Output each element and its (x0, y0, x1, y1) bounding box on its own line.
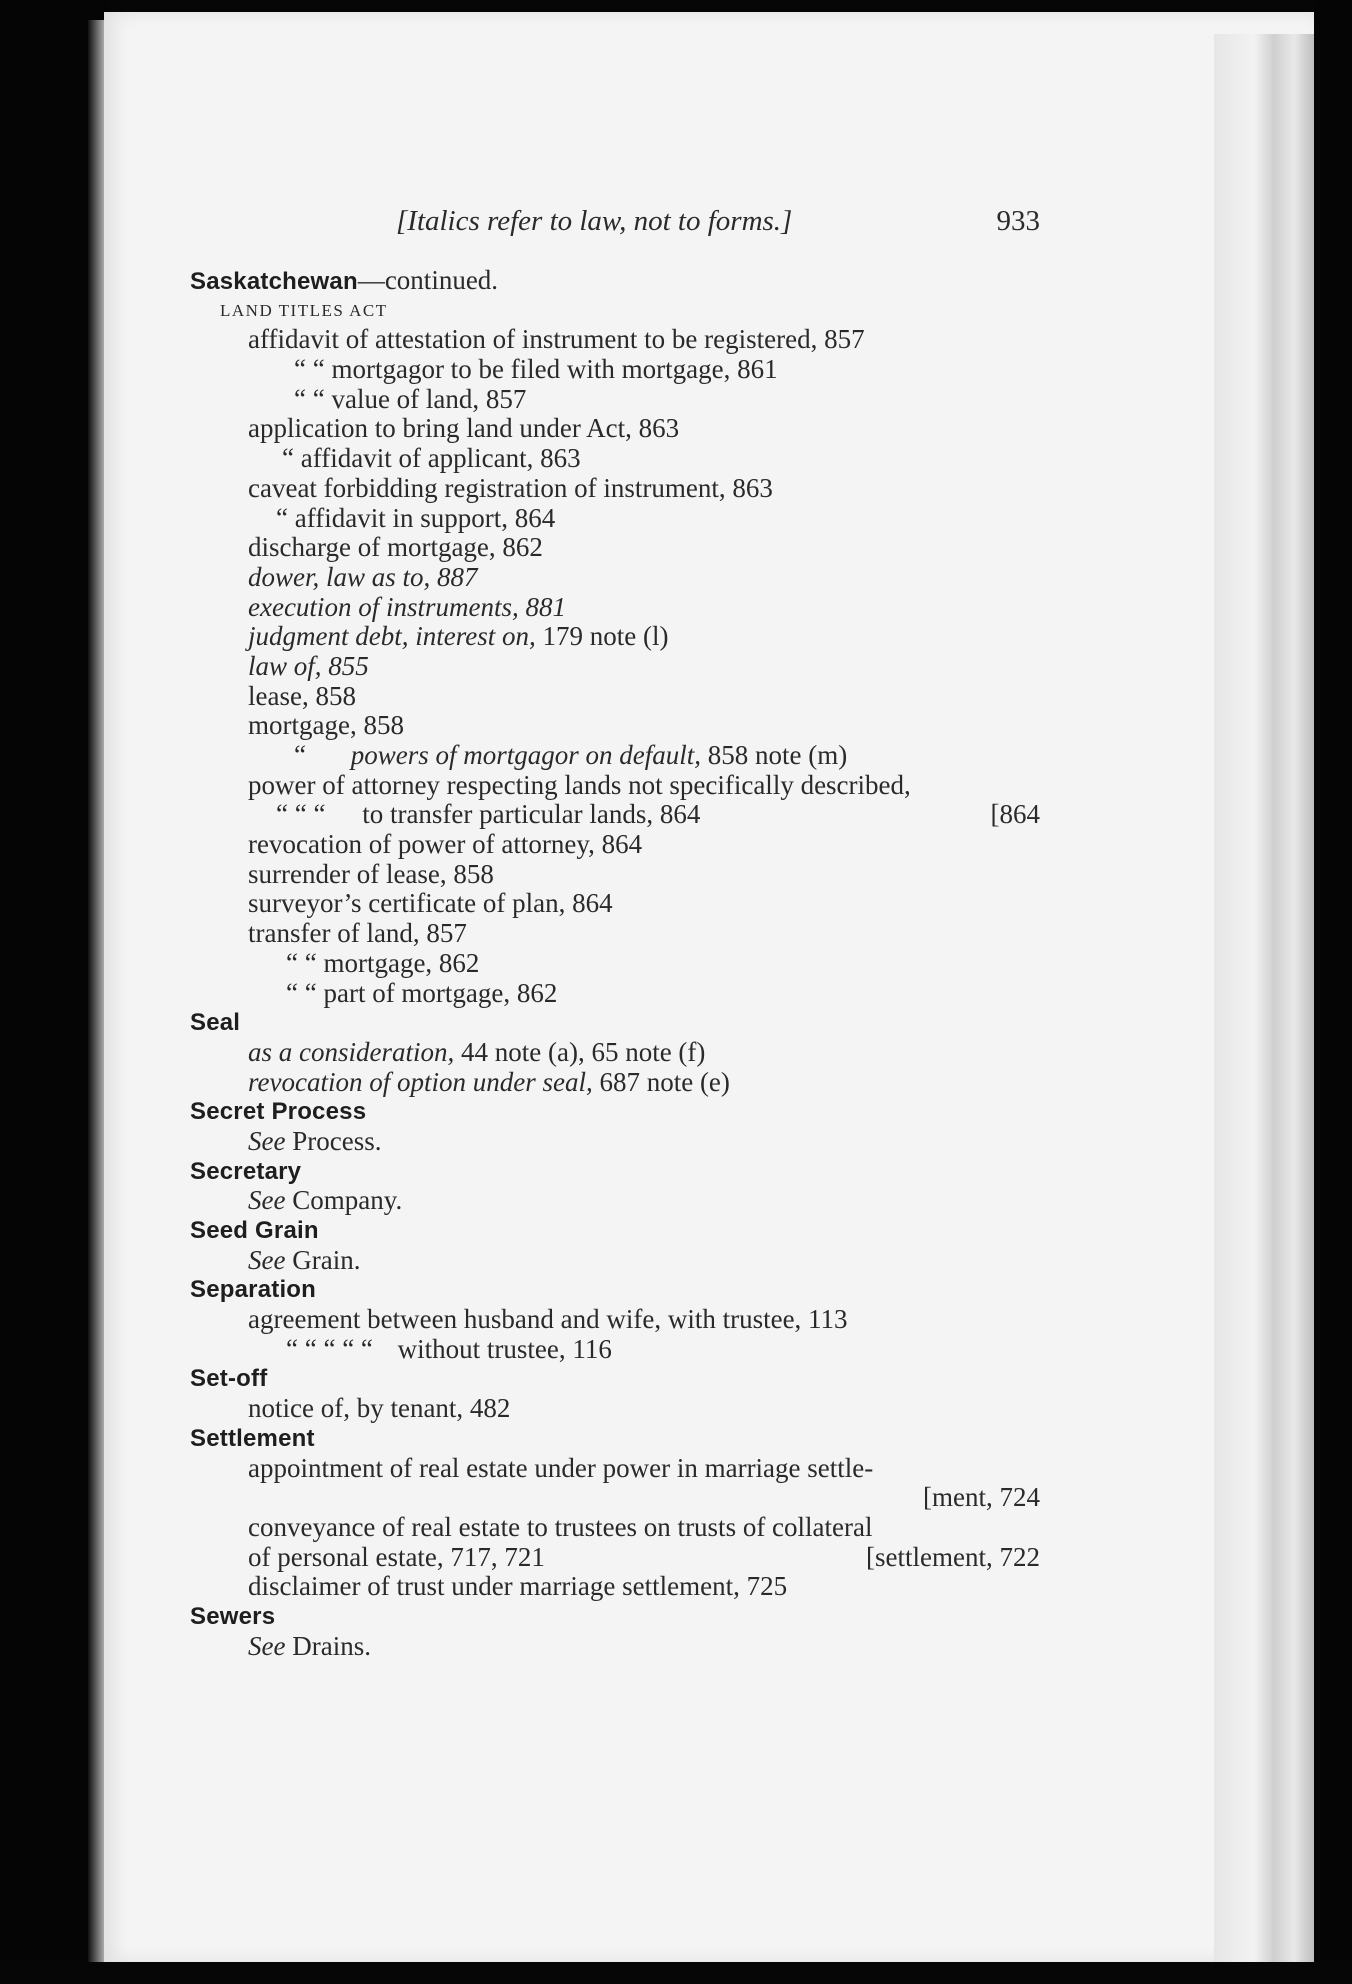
index-line (190, 1038, 1040, 1068)
entry-heading-settlement: Settlement (190, 1424, 315, 1452)
entry-heading-secret-process: Secret Process (190, 1098, 367, 1126)
index-line: discharge of mortgage, 862 (248, 532, 543, 563)
italic-text: as a consideration, (248, 1036, 455, 1067)
ditto-mark: “ “ “ “ “ (286, 1333, 373, 1364)
see-target: Drains. (292, 1630, 371, 1661)
index-line: disclaimer of trust under marriage settlement, 725 (248, 1571, 788, 1602)
entry-heading-seal: Seal (190, 1009, 241, 1037)
see-target: Process. (292, 1125, 382, 1156)
italic-text: powers of mortgagor on default, (350, 740, 701, 770)
page-ref: 179 note (l) (542, 621, 669, 652)
index-text: of personal estate, 717, 721 (248, 1541, 545, 1572)
carryover-ref: [settlement, 722 (866, 1541, 1040, 1572)
page-number: 933 (996, 205, 1040, 237)
ditto-mark: “ “ “ (276, 799, 326, 830)
see-target: Company. (292, 1185, 403, 1216)
index-line: “ affidavit of applicant, 863 (282, 443, 581, 474)
index-line: execution of instruments, 881 (248, 591, 566, 622)
running-header (390, 205, 1040, 245)
page-ref: 858 note (m) (707, 740, 848, 770)
index-line (190, 1543, 1040, 1573)
subheading-land-titles-act: LAND TITLES ACT (220, 300, 388, 320)
index-line: law of, 855 (248, 650, 369, 681)
index-line: “ affidavit in support, 864 (276, 502, 556, 533)
see-label: See (248, 1125, 286, 1156)
index-line (190, 1483, 1040, 1513)
index-text: without trustee, 116 (397, 1333, 612, 1364)
entry-heading-seed-grain: Seed Grain (190, 1217, 319, 1244)
heading-text: Saskatchewan (190, 268, 358, 295)
index-line: revocation of power of attorney, 864 (248, 829, 643, 860)
page-ref: 44 note (a), 65 note (f) (461, 1036, 706, 1067)
index-line: caveat forbidding registration of instrument, 863 (248, 472, 773, 503)
carryover-ref: [864 (990, 799, 1040, 830)
index-line (190, 1335, 1040, 1365)
index-line: transfer of land, 857 (248, 918, 467, 949)
index-line: dower, law as to, 887 (248, 561, 478, 592)
entry-heading-secretary: Secretary (190, 1157, 302, 1185)
index-line (190, 741, 1040, 771)
entry-heading-saskatchewan (190, 266, 1040, 296)
carryover-ref: [ment, 724 (923, 1482, 1040, 1513)
index-line: “ “ mortgage, 862 (286, 947, 480, 978)
see-label: See (248, 1244, 286, 1275)
see-label: See (248, 1630, 286, 1661)
index-line: “ “ mortgagor to be filed with mortgage, 861 (294, 354, 778, 385)
see-reference (190, 1246, 1040, 1276)
see-reference (190, 1186, 1040, 1216)
index-line: power of attorney respecting lands not specifically described, (248, 769, 911, 800)
entry-heading-set-off: Set-off (190, 1365, 268, 1393)
index-line: appointment of real estate under power in marriage settle- (248, 1452, 874, 1483)
page-ref: 687 note (e) (599, 1066, 730, 1097)
index-line: lease, 858 (248, 680, 356, 711)
index-line: application to bring land under Act, 863 (248, 413, 680, 444)
page-fore-edge (1214, 34, 1314, 1974)
continued-text: —continued. (357, 265, 499, 295)
index-line (190, 622, 1040, 652)
index-line: surrender of lease, 858 (248, 858, 494, 889)
italic-text: revocation of option under seal, (248, 1066, 593, 1097)
italic-text: judgment debt, interest on, (248, 621, 536, 652)
scan-border-bottom (0, 1962, 1352, 1984)
entry-heading-separation: Separation (190, 1276, 317, 1304)
see-reference (190, 1632, 1040, 1662)
header-note: [Italics refer to law, not to forms.] (396, 205, 793, 237)
index-line: affidavit of attestation of instrument to be registered, 857 (248, 324, 865, 355)
see-label: See (248, 1185, 286, 1216)
index-column (190, 266, 1040, 1661)
index-line (190, 1068, 1040, 1098)
see-reference (190, 1127, 1040, 1157)
index-line: “ “ value of land, 857 (294, 383, 527, 414)
index-line: agreement between husband and wife, with trustee, 113 (248, 1304, 848, 1335)
index-line: surveyor’s certificate of plan, 864 (248, 888, 613, 919)
see-target: Grain. (292, 1244, 361, 1275)
index-line: “ “ part of mortgage, 862 (286, 977, 558, 1008)
index-line: conveyance of real estate to trustees on trusts of collateral (248, 1511, 873, 1542)
scan-border-right (1314, 0, 1352, 1984)
index-text: to transfer particular lands, 864 (362, 799, 701, 830)
index-line: notice of, by tenant, 482 (248, 1393, 511, 1424)
index-line (190, 800, 1040, 830)
index-line: mortgage, 858 (248, 710, 404, 741)
ditto-mark: “ (294, 740, 306, 770)
entry-heading-sewers: Sewers (190, 1602, 276, 1630)
